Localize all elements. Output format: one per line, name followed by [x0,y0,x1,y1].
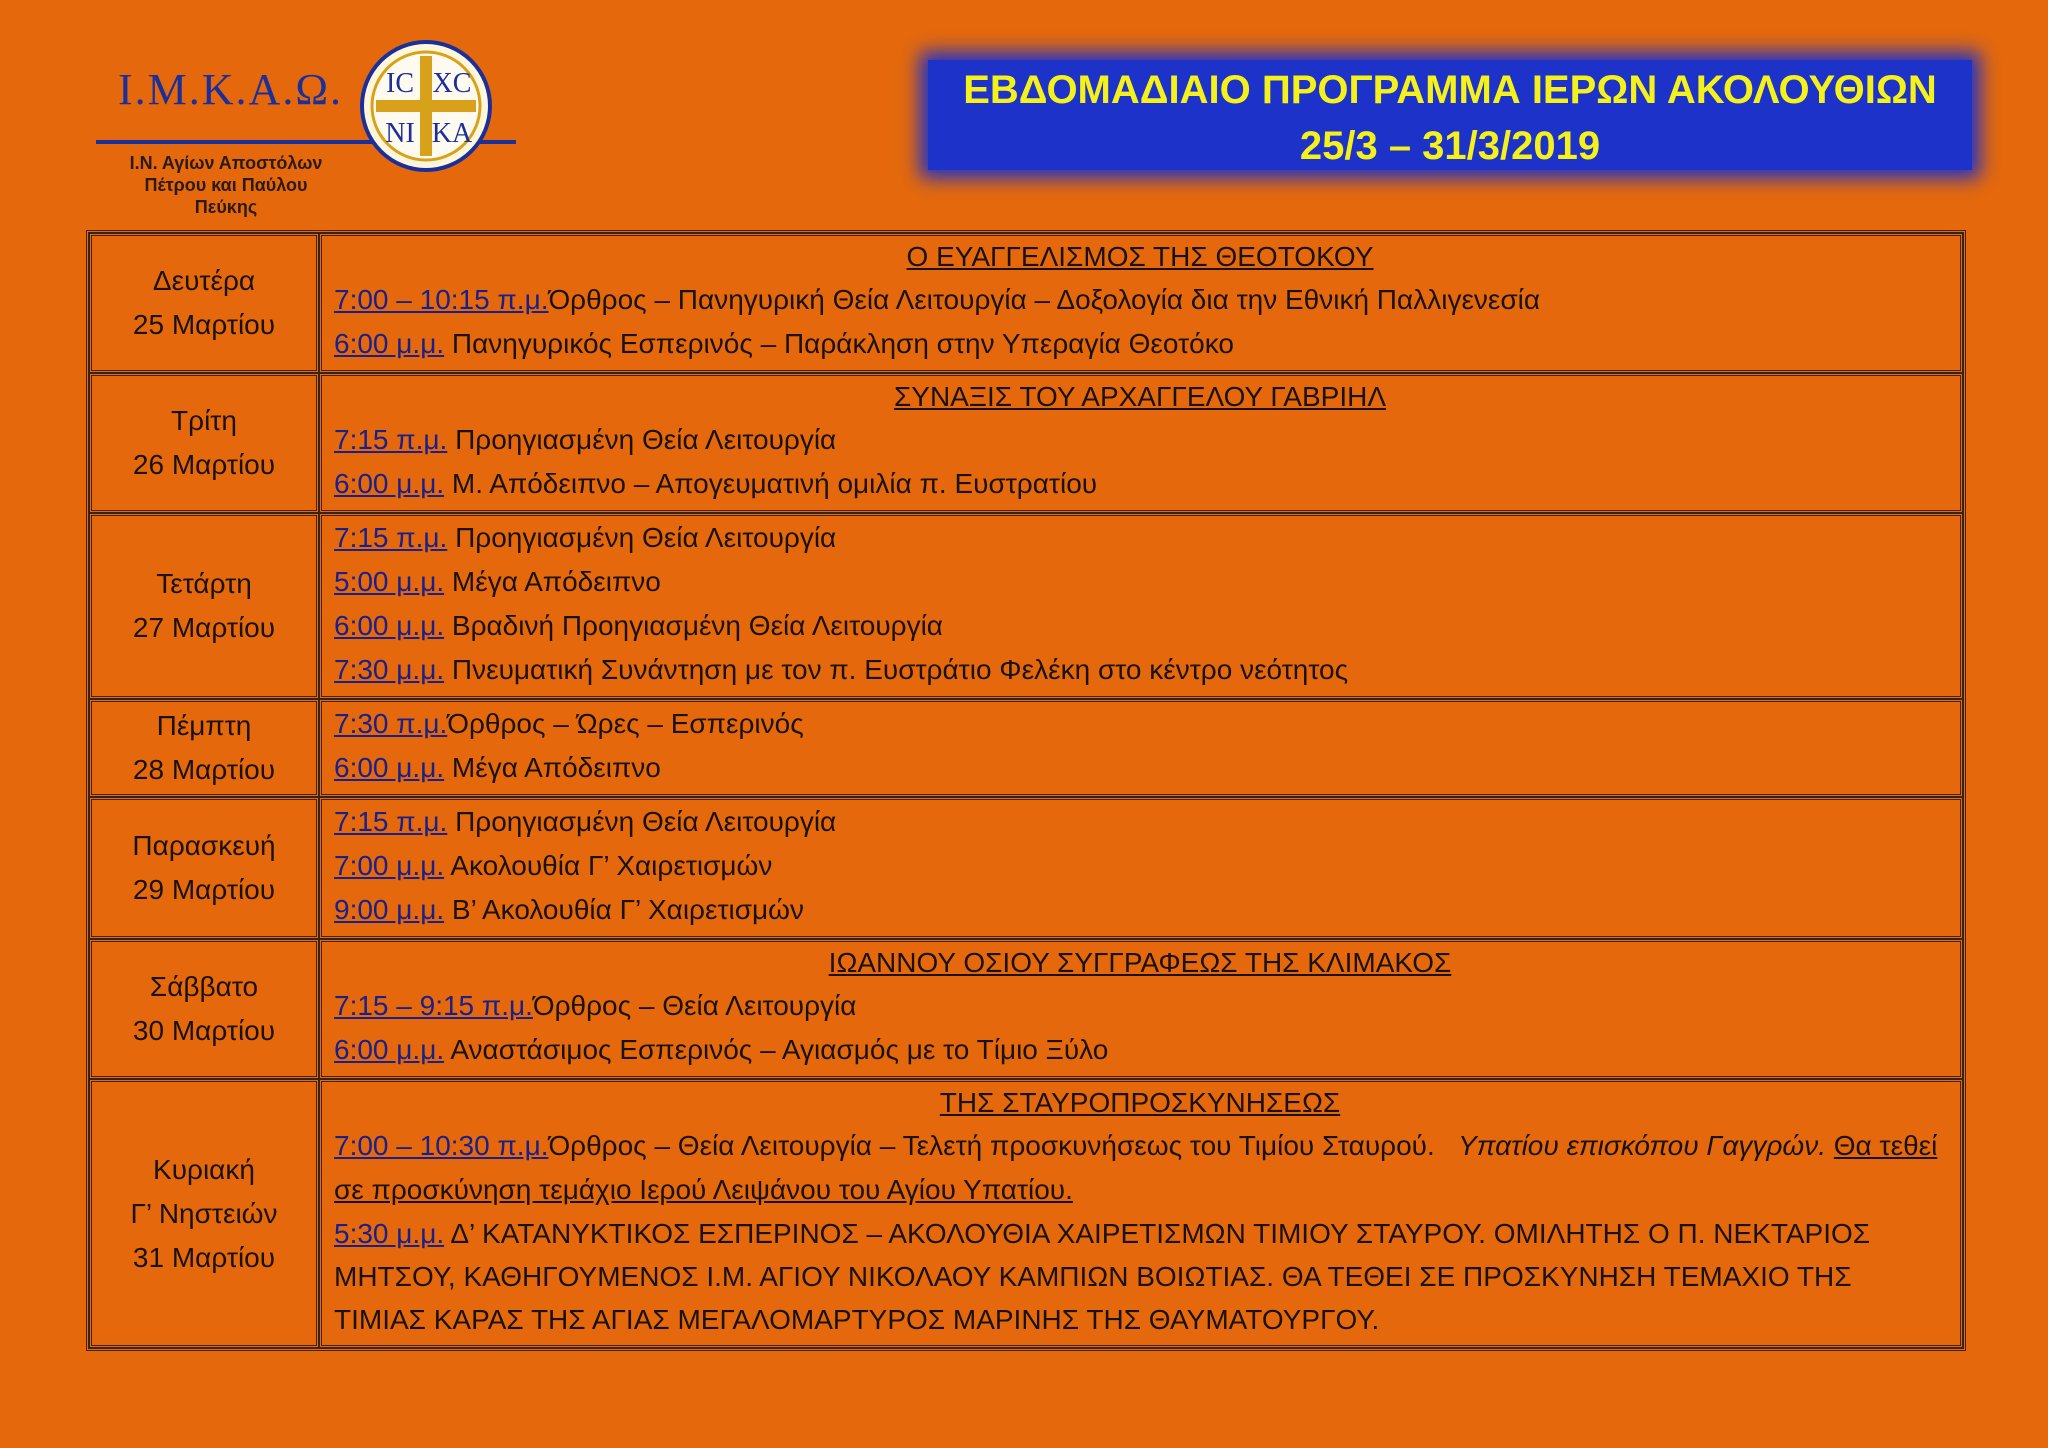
event-line [334,322,1946,366]
event-line [334,1212,1946,1341]
event-text: Πνευματική Συνάντηση με τον π. Ευστράτιο Φελέκη στο κέντρο νεότητος [444,654,1349,685]
event-text: Όρθρος – Θεία Λειτουργία – Τελετή προσκυνήσεως του Τιμίου Σταυρού. [548,1130,1459,1161]
event-time: 7:15 π.μ. [334,522,448,553]
table-row [89,797,1963,939]
event-time: 7:00 – 10:30 π.μ. [334,1130,549,1161]
event-time: 7:00 – 10:15 π.μ. [334,284,549,315]
event-text: Μέγα Απόδειπνο [444,752,661,783]
icxc-nika-seal-icon [358,38,494,174]
event-line [334,1028,1946,1072]
event-line [334,418,1946,462]
day-cell [89,233,319,373]
day-name: Τρίτη [171,405,237,436]
feast-title: Ο ΕΥΑΓΓΕΛΙΣΜΟΣ ΤΗΣ ΘΕΟΤΟΚΟΥ [906,241,1374,272]
day-cell [89,513,319,699]
feast-title: ΤΗΣ ΣΤΑΥΡΟΠΡΟΣΚΥΝΗΣΕΩΣ [939,1087,1341,1118]
event-time: 6:00 μ.μ. [334,610,445,641]
day-name: Πέμπτη [156,710,252,741]
day-date: 27 Μαρτίου [132,612,276,643]
feast-title: ΙΩΑΝΝΟΥ ΟΣΙΟΥ ΣΥΓΓΡΑΦΕΩΣ ΤΗΣ ΚΛΙΜΑΚΟΣ [828,947,1452,978]
event-line [334,462,1946,506]
events-cell [319,373,1963,513]
event-text: Πανηγυρικός Εσπερινός – Παράκληση στην Υπεραγία Θεοτόκο [444,328,1234,359]
event-time: 6:00 μ.μ. [334,468,445,499]
events-cell [319,233,1963,373]
events-cell [319,939,1963,1079]
date-range: 25/3 – 31/3/2019 [1299,124,1601,168]
event-time: 6:00 μ.μ. [334,752,445,783]
event-text: Προηγιασμένη Θεία Λειτουργία [447,806,837,837]
seal-letter: NI [385,118,415,149]
event-line [334,560,1946,604]
page-title: ΕΒΔΟΜΑΔΙΑΙΟ ΠΡΟΓΡΑΜΜΑ ΙΕΡΩΝ ΑΚΟΛΟΥΘΙΩΝ [963,68,1937,112]
table-row [89,1079,1963,1348]
event-text: Ακολουθία Γ’ Χαιρετισμών [444,850,773,881]
day-date: 30 Μαρτίου [132,1015,276,1046]
weekly-schedule-table [86,230,1966,1351]
event-line [334,800,1946,844]
event-text: Β’ Ακολουθία Γ’ Χαιρετισμών [444,894,805,925]
event-line [334,746,1946,790]
event-time: 5:00 μ.μ. [334,566,445,597]
event-time: 7:30 μ.μ. [334,654,445,685]
day-name: Παρασκευή [132,830,276,861]
event-line [334,278,1946,322]
event-line [334,648,1946,692]
day-cell [89,797,319,939]
event-time: 7:30 π.μ. [334,708,448,739]
day-name: Δευτέρα [152,265,256,296]
day-cell [89,699,319,797]
logo-sub-line: Ι.Ν. Αγίων Αποστόλων [129,153,323,173]
table-row [89,699,1963,797]
event-text: Μ. Απόδειπνο – Απογευματινή ομιλία π. Ευστρατίου [444,468,1098,499]
day-date: 29 Μαρτίου [132,874,276,905]
logo-abbreviation: Ι.Μ.Κ.Α.Ω. [118,65,344,114]
seal-letter: KA [431,118,473,149]
event-line [334,516,1946,560]
schedule-title-banner [928,60,1972,170]
event-text: Όρθρος – Πανηγυρική Θεία Λειτουργία – Δοξολογία δια την Εθνική Παλλιγενεσία [548,284,1541,315]
event-time: 6:00 μ.μ. [334,328,445,359]
seal-letter: IC [386,68,414,99]
event-text: Αναστάσιμος Εσπερινός – Αγιασμός με το Τίμιο Ξύλο [444,1034,1109,1065]
day-name: Σάββατο [149,971,259,1002]
day-subtitle: Γ’ Νηστειών [130,1197,278,1229]
events-cell [319,513,1963,699]
day-name: Κυριακή [153,1153,255,1185]
event-line [334,844,1946,888]
parish-logo [96,36,536,217]
day-name: Τετάρτη [156,568,252,599]
feast-title: ΣΥΝΑΞΙΣ ΤΟΥ ΑΡΧΑΓΓΕΛΟΥ ΓΑΒΡΙΗΛ [893,381,1387,412]
day-date: 25 Μαρτίου [132,309,276,340]
event-time: 6:00 μ.μ. [334,1034,445,1065]
event-time: 9:00 μ.μ. [334,894,445,925]
logo-subtitle [96,152,356,218]
event-text: Δ’ ΚΑΤΑΝΥΚΤΙΚΟΣ ΕΣΠΕΡΙΝΟΣ – ΑΚΟΛΟΥΘΙΑ ΧΑΙΡΕΤΙΣΜΩΝ ΤΙΜΙΟΥ ΣΤΑΥΡΟΥ. ΟΜΙΛΗΤΗΣ Ο Π. ΝΕΚΤΑΡΙΟΣ ΜΗΤΣΟΥ, ΚΑΘΗΓΟΥΜΕΝΟΣ Ι.Μ. ΑΓΙΟΥ ΝΙΚΟΛΑΟΥ ΚΑΜΠΙΩΝ ΒΟΙΩΤΙΑΣ. ΘΑ ΤΕΘΕΙ ΣΕ ΠΡΟΣΚΥΝΗΣΗ ΤΕΜΑΧΙΟ ΤΗΣ ΤΙΜΙΑΣ ΚΑΡΑΣ ΤΗΣ ΑΓΙΑΣ ΜΕΓΑΛΟΜΑΡΤΥΡΟΣ ΜΑΡΙΝΗΣ ΤΗΣ ΘΑΥΜΑΤΟΥΡΓΟΥ. [334,1218,1871,1335]
events-cell [319,1079,1963,1348]
table-row [89,233,1963,373]
logo-sub-line: Πέτρου και Παύλου [144,175,308,195]
event-time: 7:00 μ.μ. [334,850,445,881]
day-cell [89,373,319,513]
event-line [334,702,1946,746]
seal-letter: XC [432,68,472,99]
day-date: 26 Μαρτίου [132,449,276,480]
event-text: Προηγιασμένη Θεία Λειτουργία [447,424,837,455]
events-cell [319,699,1963,797]
day-cell [89,1079,319,1348]
day-cell [89,939,319,1079]
event-note: Υπατίου επισκόπου Γαγγρών. [1458,1130,1826,1161]
event-note-underlined: Θα τεθεί σε προσκύνηση τεμάχιο Ιερού Λειψάνου του Αγίου Υπατίου. [334,1130,1938,1205]
logo-sub-line: Πεύκης [194,197,258,217]
day-date: 31 Μαρτίου [132,1241,276,1273]
event-text: Όρθρος – Θεία Λειτουργία [532,990,857,1021]
event-text: Βραδινή Προηγιασμένη Θεία Λειτουργία [444,610,943,641]
table-row [89,939,1963,1079]
event-time: 5:30 μ.μ. [334,1218,445,1249]
event-time: 7:15 π.μ. [334,806,448,837]
event-line [334,888,1946,932]
event-text: Όρθρος – Ώρες – Εσπερινός [447,708,804,739]
event-text: Προηγιασμένη Θεία Λειτουργία [447,522,837,553]
table-row [89,513,1963,699]
events-cell [319,797,1963,939]
event-text: Μέγα Απόδειπνο [444,566,661,597]
event-time: 7:15 π.μ. [334,424,448,455]
day-date: 28 Μαρτίου [132,754,276,785]
event-line [334,604,1946,648]
event-time: 7:15 – 9:15 π.μ. [334,990,533,1021]
event-line [334,984,1946,1028]
event-line [334,1124,1946,1212]
table-row [89,373,1963,513]
